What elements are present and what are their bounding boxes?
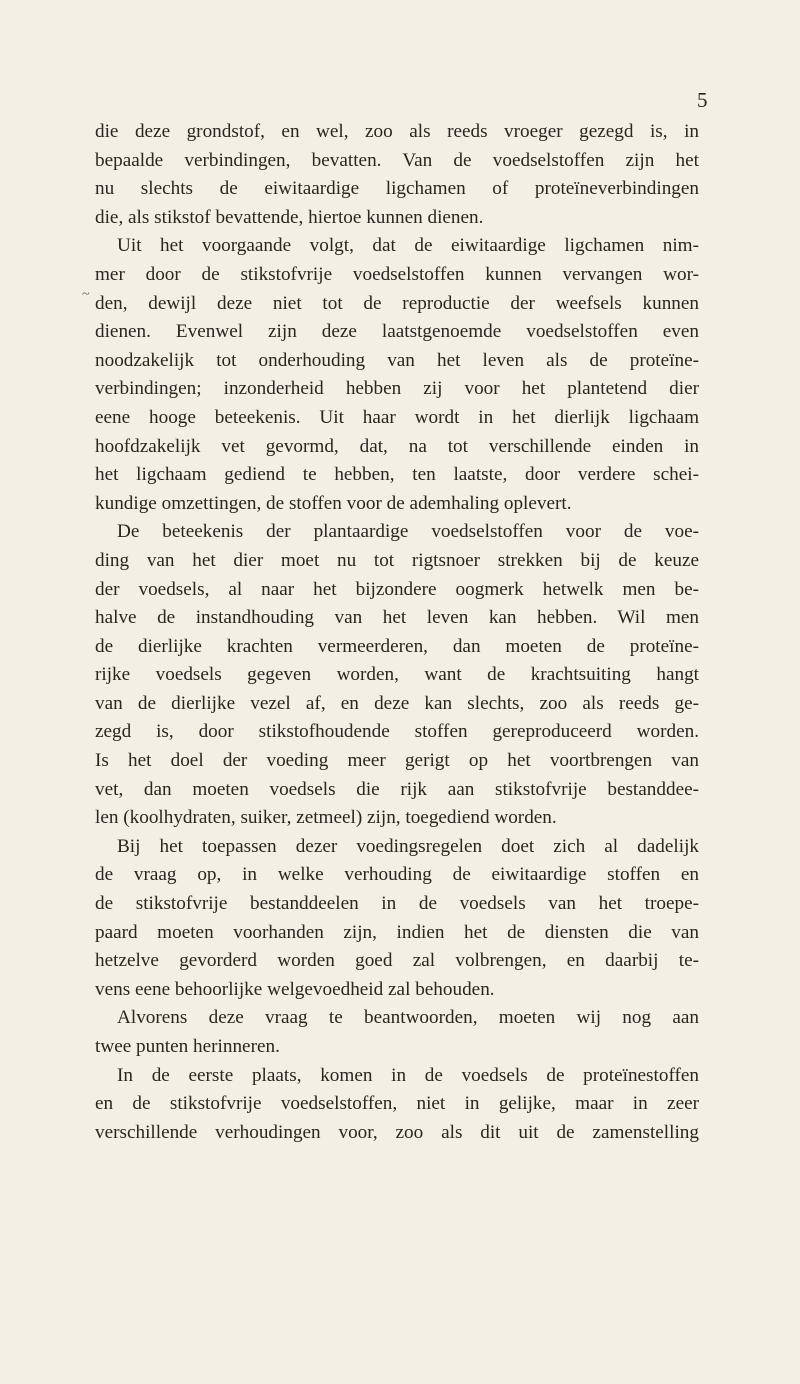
text-line: die deze grondstof, en wel, zoo als reeds vroeger gezegd is, in	[95, 121, 699, 142]
text-line: Uit het voorgaande volgt, dat de eiwitaardige ligchamen nim-	[117, 235, 699, 257]
text-line: De beteekenis der plantaardige voedselstoffen voor de voe-	[117, 521, 699, 543]
text-line: Alvorens deze vraag te beantwoorden, moeten wij nog aan	[117, 1007, 699, 1029]
text-line: len (koolhydraten, suiker, zetmeel) zijn, toegediend worden.	[95, 807, 557, 829]
text-line: paard moeten voorhanden zijn, indien het de diensten die van	[95, 921, 699, 943]
text-line: de stikstofvrije bestanddeelen in de voedsels van het troepe-	[95, 893, 699, 915]
text-line: bepaalde verbindingen, bevatten. Van de voedselstoffen zijn het	[95, 149, 699, 171]
text-line: de dierlijke krachten vermeerderen, dan moeten de proteïne-	[95, 635, 699, 657]
text-line: noodzakelijk tot onderhouding van het leven als de proteïne-	[95, 349, 699, 371]
text-line: rijke voedsels gegeven worden, want de krachtsuiting hangt	[95, 664, 699, 686]
margin-mark: ~	[82, 287, 90, 302]
text-line: nu slechts de eiwitaardige ligchamen of proteïneverbindingen	[95, 178, 699, 200]
text-line: halve de instandhouding van het leven kan hebben. Wil men	[95, 607, 699, 629]
text-line: Is het doel der voeding meer gerigt op het voortbrengen van	[95, 750, 699, 772]
text-line: die, als stikstof bevattende, hiertoe kunnen dienen.	[95, 206, 484, 228]
text-line: de vraag op, in welke verhouding de eiwitaardige stoffen en	[95, 864, 699, 886]
text-line: vens eene behoorlijke welgevoedheid zal behouden.	[95, 978, 495, 1000]
text-line: In de eerste plaats, komen in de voedsels de proteïnestoffen	[117, 1064, 699, 1086]
text-line: het ligchaam gediend te hebben, ten laatste, door verdere schei-	[95, 464, 699, 486]
text-line: ding van het dier moet nu tot rigtsnoer strekken bij de keuze	[95, 549, 699, 571]
text-line: hetzelve gevorderd worden goed zal volbrengen, en daarbij te-	[95, 950, 699, 972]
text-line: van de dierlijke vezel af, en deze kan slechts, zoo als reeds ge-	[95, 692, 699, 714]
body-text	[95, 118, 699, 1147]
text-line: vet, dan moeten voedsels die rijk aan stikstofvrije bestanddee-	[95, 778, 699, 800]
text-line: eene hooge beteekenis. Uit haar wordt in het dierlijk ligchaam	[95, 406, 699, 428]
text-line: en de stikstofvrije voedselstoffen, niet in gelijke, maar in zeer	[95, 1093, 699, 1115]
text-line: dienen. Evenwel zijn deze laatstgenoemde voedselstoffen even	[95, 321, 699, 343]
text-line: hoofdzakelijk vet gevormd, dat, na tot verschillende einden in	[95, 435, 699, 457]
text-line: verschillende verhoudingen voor, zoo als dit uit de zamenstelling	[95, 1121, 699, 1143]
text-line: twee punten herinneren.	[95, 1036, 280, 1057]
page-number: 5	[697, 88, 708, 112]
text-line: zegd is, door stikstofhoudende stoffen gereproduceerd worden.	[95, 721, 699, 743]
text-line: den, dewijl deze niet tot de reproductie der weefsels kunnen	[95, 292, 699, 314]
text-line: Bij het toepassen dezer voedingsregelen doet zich al dadelijk	[117, 835, 699, 857]
text-line: kundige omzettingen, de stoffen voor de ademhaling oplevert.	[95, 492, 572, 514]
text-line: verbindingen; inzonderheid hebben zij voor het plantetend dier	[95, 378, 699, 400]
text-line: mer door de stikstofvrije voedselstoffen kunnen vervangen wor-	[95, 263, 699, 285]
text-line: der voedsels, al naar het bijzondere oogmerk hetwelk men be-	[95, 578, 699, 600]
